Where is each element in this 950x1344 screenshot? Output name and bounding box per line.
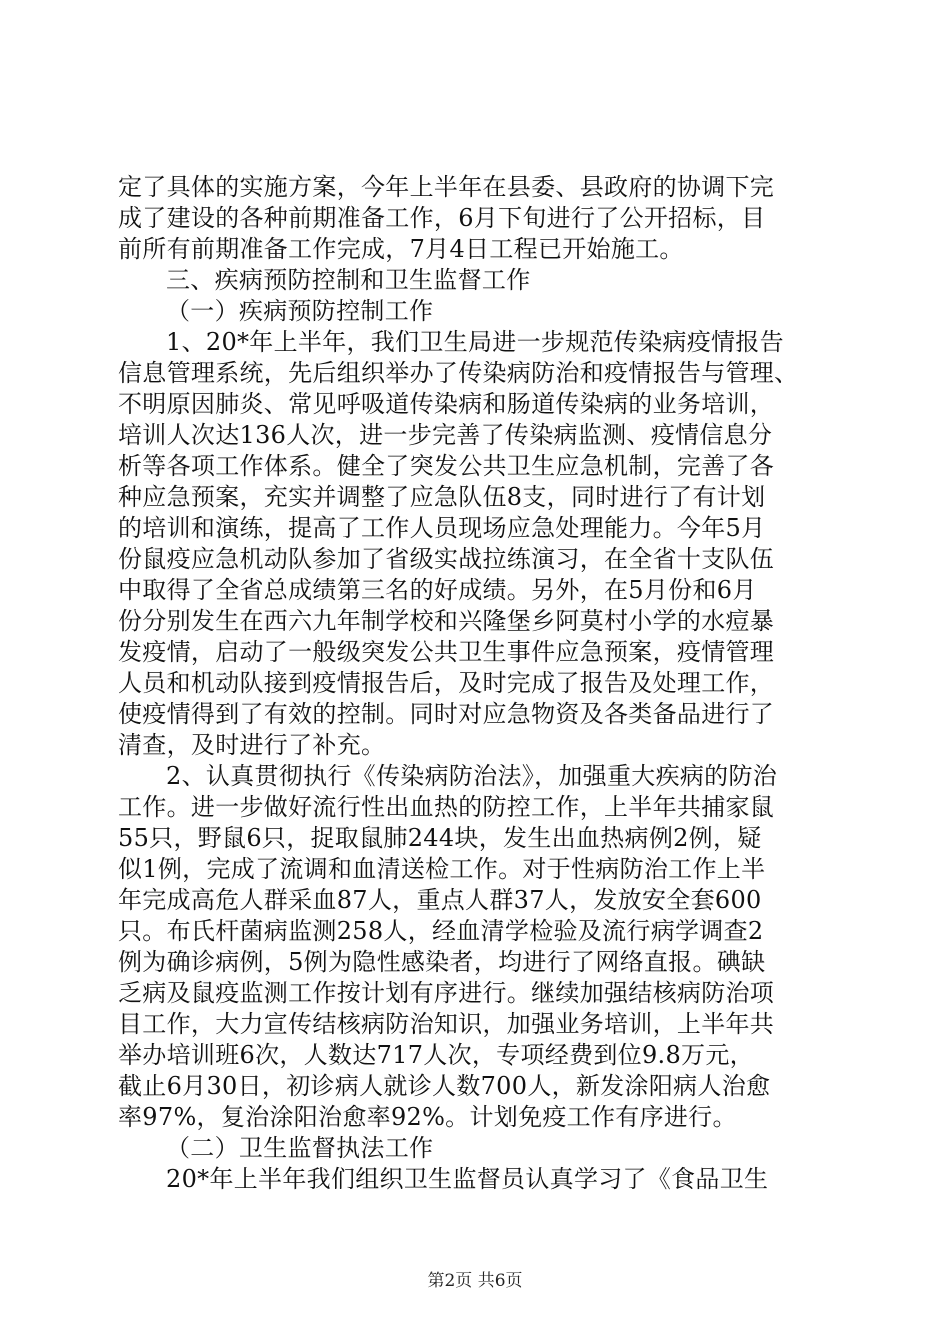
text-line: 份分别发生在西六九年制学校和兴隆堡乡阿莫村小学的水痘暴 — [118, 607, 775, 635]
text-line: 只。布氏杆菌病监测258人，经血清学检验及流行病学调查2 — [118, 917, 764, 945]
text-line: 截止6月30日，初诊病人就诊人数700人，新发涂阳病人治愈 — [118, 1072, 771, 1100]
text-line: 例为确诊病例，5例为隐性感染者，均进行了网络直报。碘缺 — [118, 948, 766, 976]
text-line: 年完成高危人群采血87人，重点人群37人，发放安全套600 — [118, 886, 762, 914]
text-line: 发疫情，启动了一般级突发公共卫生事件应急预案，疫情管理 — [118, 638, 775, 666]
text-line: 2、认真贯彻执行《传染病防治法》，加强重大疾病的防治 — [166, 762, 778, 790]
text-line: 前所有前期准备工作完成，7月4日工程已开始施工。 — [118, 235, 684, 263]
text-line: 清查，及时进行了补充。 — [118, 731, 386, 759]
text-line: 目工作，大力宣传结核病防治知识，加强业务培训，上半年共 — [118, 1010, 775, 1038]
text-line: 析等各项工作体系。健全了突发公共卫生应急机制，完善了各 — [118, 452, 775, 480]
text-line: 举办培训班6次，人数达717人次，专项经费到位9.8万元， — [118, 1041, 754, 1069]
text-line: 率97%，复治涂阳治愈率92%。计划免疫工作有序进行。 — [118, 1103, 737, 1131]
text-line: 份鼠疫应急机动队参加了省级实战拉练演习，在全省十支队伍 — [118, 545, 775, 573]
text-line: 不明原因肺炎、常见呼吸道传染病和肠道传染病的业务培训， — [118, 390, 775, 418]
text-line: 种应急预案，充实并调整了应急队伍8支，同时进行了有计划 — [118, 483, 766, 511]
text-line: 1、20*年上半年，我们卫生局进一步规范传染病疫情报告 — [166, 328, 784, 356]
text-line: 培训人次达136人次，进一步完善了传染病监测、疫情信息分 — [118, 421, 773, 449]
text-line: 乏病及鼠疫监测工作按计划有序进行。继续加强结核病防治项 — [118, 979, 775, 1007]
text-line: 使疫情得到了有效的控制。同时对应急物资及各类备品进行了 — [118, 700, 775, 728]
text-line: 工作。进一步做好流行性出血热的防控工作，上半年共捕家鼠 — [118, 793, 775, 821]
text-line: 成了建设的各种前期准备工作，6月下旬进行了公开招标，目 — [118, 204, 766, 232]
text-line: 20*年上半年我们组织卫生监督员认真学习了《食品卫生 — [166, 1165, 769, 1193]
text-line: 似1例，完成了流调和血清送检工作。对于性病防治工作上半 — [118, 855, 766, 883]
section-heading: 三、疾病预防控制和卫生监督工作 — [166, 266, 531, 294]
text-line: 中取得了全省总成绩第三名的好成绩。另外，在5月份和6月 — [118, 576, 757, 604]
text-line: 的培训和演练，提高了工作人员现场应急处理能力。今年5月 — [118, 514, 766, 542]
page-footer: 第2页 共6页 — [427, 1271, 523, 1291]
subsection-heading: （二）卫生监督执法工作 — [166, 1134, 434, 1162]
text-line: 55只，野鼠6只，捉取鼠肺244块，发生出血热病例2例，疑 — [118, 824, 762, 852]
text-line: 定了具体的实施方案，今年上半年在县委、县政府的协调下完 — [118, 173, 775, 201]
text-line: 信息管理系统，先后组织举办了传染病防治和疫情报告与管理、 — [118, 359, 799, 387]
text-line: 人员和机动队接到疫情报告后，及时完成了报告及处理工作， — [118, 669, 775, 697]
subsection-heading: （一）疾病预防控制工作 — [166, 297, 434, 325]
